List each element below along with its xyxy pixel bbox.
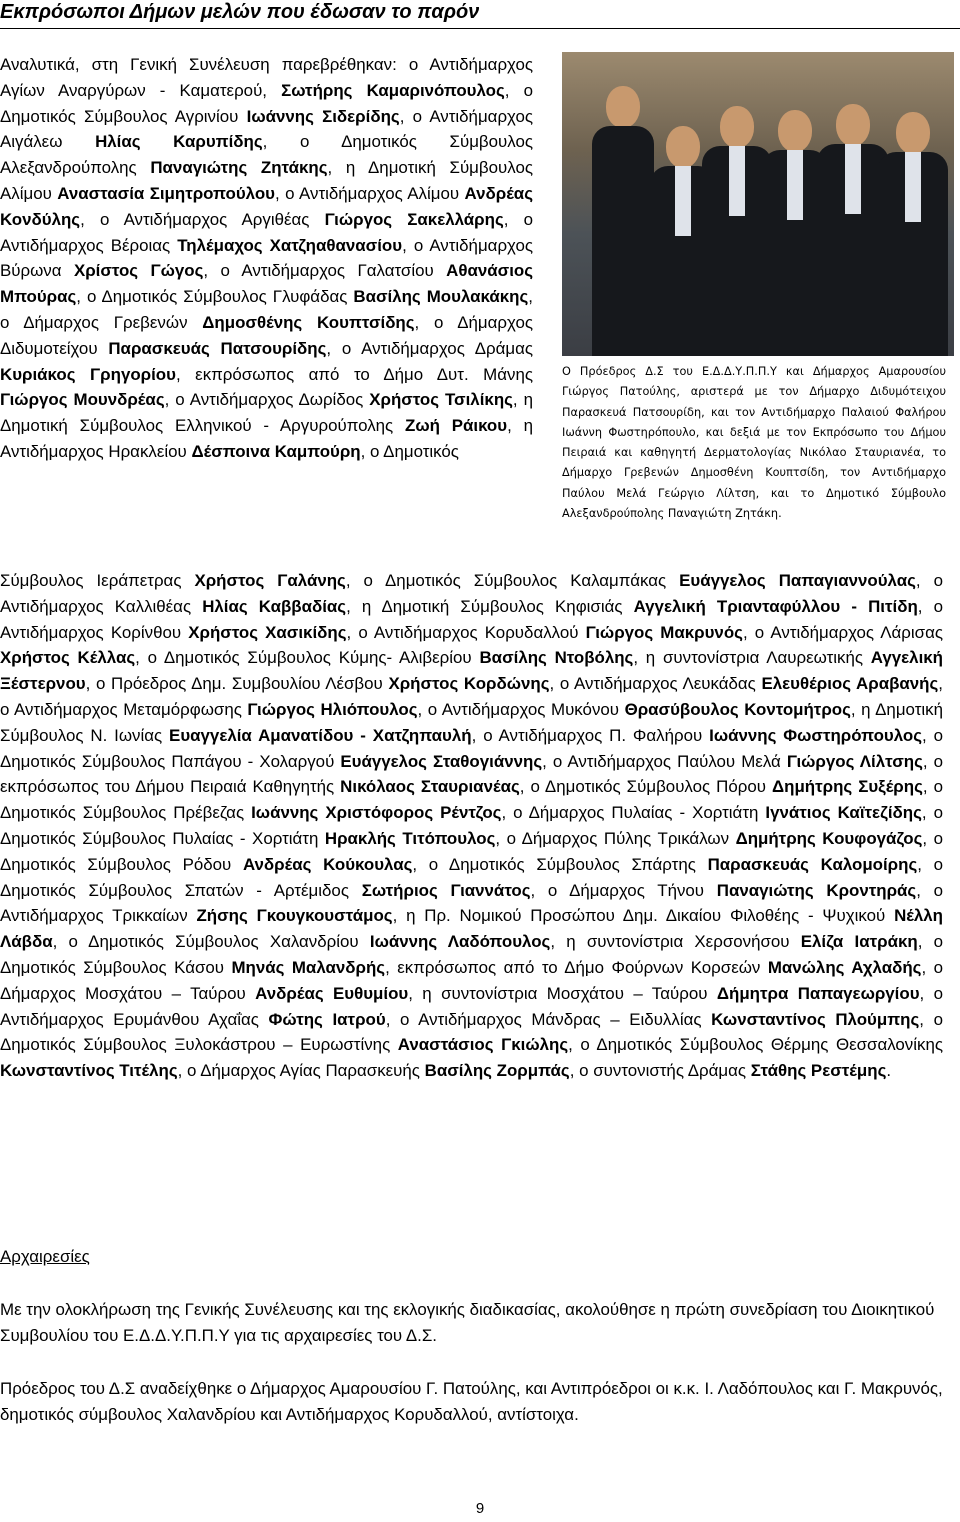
person-name: Ζωή Ράικου [405,416,508,436]
text-run: Αναλυτικά, στη Γενική Συνέλευση παρεβρέθηκαν: ο Αντιδήμαρχος Αγίων Αναργύρων - Καματερού, [0,55,533,100]
text-run: , ο Πρόεδρος Δημ. Συμβουλίου Λέσβου [85,674,389,694]
person-name: Γιώργος Ηλιόπουλος [247,699,418,719]
person-name: Φώτης Ιατρού [268,1009,386,1029]
text-run: Σύμβουλος Ιεράπετρας [0,571,195,590]
person-name: Ευάγγελος Σταθογιάννης [340,751,543,771]
person-name: Χρίστος Γώγος [73,261,204,281]
text-run: , ο Αντιδήμαρχος Τρικκαίων [0,880,944,926]
person-name: Γιώργος Μουνδρέας [0,390,165,410]
text-run: , η συντονίστρια Μοσχάτου – Ταύρου [408,983,717,1003]
person-name: Ηλίας Καρυπίδης [95,132,263,152]
person-name: Δημήτρης Συξέρης [772,777,923,797]
person-name: Δέσποινα Καμπούρη [191,441,361,461]
person-name: Αναστάσιος Γκιώλης [397,1035,569,1055]
photo-person [592,86,654,356]
attendees-paragraph [0,568,943,1084]
text-run: , ο Δημοτικός Σύμβουλος Κύμης- Αλιβερίου [135,648,480,668]
person-name: Ελευθέριος Αραβανής [761,674,939,694]
person-name: Γιώργος Λίλτσης [786,751,923,771]
elections-paragraph: Με την ολοκλήρωση της Γενικής Συνέλευσης και της εκλογικής διαδικασίας, ακολούθησε η πρώτη συνεδρίαση του Διοικητικού Συμβουλίου του Ε.Δ.Δ.Υ.Π.Π.Υ για τις αρχαιρεσίες του Δ.Σ. [0,1300,935,1345]
text-run: , ο Δημοτικός Σύμβουλος Παπάγου - Χολαργού [0,725,943,771]
person-name: Βασίλης Ζορμπάς [424,1061,570,1081]
person-name: Στάθης Ρεστέμης [750,1061,887,1081]
text-run: , ο Δημοτικός Σύμβουλος Πόρου [519,777,772,797]
text-run: , ο Δημοτικός Σύμβουλος Θέρμης Θεσσαλονίκης [568,1035,943,1055]
person-name: Δήμητρα Παπαγεωργίου [716,983,920,1003]
text-run: , ο Αντιδήμαρχος Λάρισας [742,622,943,642]
person-name: Ζήσης Γκουγκουστάμος [196,906,393,926]
text-run: , ο Αντιδήμαρχος Αργιθέας [80,209,325,229]
person-name: Χρήστος Γαλάνης [194,571,346,590]
text-run: , ο Αντιδήμαρχος Αλίμου [274,183,465,203]
text-run: , ο συντονιστής Δράμας [569,1061,751,1081]
person-name: Ελίζα Ιατράκη [800,932,918,952]
person-name: Παρασκευάς Καλομοίρης [707,854,918,874]
text-run: , η Δημοτική Σύμβουλος Αλίμου [0,158,533,203]
text-run: , ο Αντιδήμαρχος Λευκάδας [549,674,762,694]
person-name: Νέλλη Λάβδα [0,906,944,952]
person-name: Παναγιώτης Ζητάκης [150,158,328,178]
group-photo [562,52,954,356]
person-name: Θρασύβουλος Κοντομήτρος [624,699,851,719]
text-run: , ο Δημοτικός Σύμβουλος Αλεξανδρούπολης [0,132,533,178]
person-name: Ηρακλής Τιτόπουλος [324,828,496,848]
text-run: , ο Δημοτικός Σύμβουλος Αγρινίου [0,80,533,126]
text-run: , ο Δήμαρχος Γρεβενών [0,287,533,332]
text-run: , ο Δημοτικός Σύμβουλος Γλυφάδας [76,287,354,307]
text-run: , ο Δημοτικός Σύμβουλος Ξυλοκάστρου – Ευρωστίνης [0,1009,943,1055]
person-name: Μανώλης Αχλαδής [767,957,922,977]
text-run: , ο Δήμαρχος Πυλαίας - Χορτιάτη [501,803,766,823]
section-title: Αρχαιρεσίες [0,1247,90,1266]
text-run: , εκπρόσωπος από το Δήμο Φούρνων Κορσεών [385,957,768,977]
text-run: , εκπρόσωπος από το Δήμο Δυτ. Μάνης [175,364,533,384]
text-run: , ο Αντιδήμαρχος Παύλου Μελά [542,751,787,771]
person-name: Ευάγγελος Παπαγιαννούλας [679,571,916,590]
person-name: Παρασκευάς Πατσουρίδης [108,338,327,358]
page-number: 9 [475,1500,485,1517]
person-name: Ευαγγελία Αμανατίδου - Χατζηπαυλή [169,725,472,745]
person-name: Βασίλης Ντοβόλης [479,648,634,668]
photo-person [878,112,948,356]
person-name: Ανδρέας Κονδύλης [0,183,533,229]
person-name: Σωτήριος Γιαννάτος [361,880,531,900]
text-run: , ο Δημοτικός Σύμβουλος Χαλανδρίου [52,932,370,952]
text-run: , ο Δημοτικός Σύμβουλος Καλαμπάκας [345,571,680,590]
text-run: , ο Δήμαρχος Μοσχάτου – Ταύρου [0,957,943,1003]
person-name: Κωνσταντίνος Πλούμπης [711,1009,920,1029]
person-name: Δημοσθένης Κουπτσίδης [202,312,415,332]
text-run: , ο Αντιδήμαρχος Μάνδρας – Ειδυλλίας [385,1009,712,1029]
text-run: , ο Δημοτικός Σύμβουλος Ρόδου [0,828,943,874]
text-run: , ο Δημοτικός Σύμβουλος Κάσου [0,932,944,977]
person-name: Αθανάσιος Μπούρας [0,261,534,307]
person-name: Παναγιώτης Κροντηράς [716,880,917,900]
page-heading: Εκπρόσωποι Δήμων μελών που έδωσαν το παρόν [0,0,960,29]
person-name: Ανδρέας Κούκουλας [242,854,413,874]
text-run: , η Δημοτική Σύμβουλος Κηφισιάς [346,596,634,616]
text-run: , ο Αντιδήμαρχος Π. Φαλήρου [471,725,710,745]
person-name: Ιωάννης Λαδόπουλος [369,932,551,952]
text-run: , ο Αντιδήμαρχος Μεταμόρφωσης [0,674,943,719]
text-run: , ο Δημοτικός [360,441,459,461]
text-run: , η Δημοτική Σύμβουλος Ν. Ιωνίας [0,699,943,745]
person-name: Αγγελική Τριανταφύλλου - Πιτίδη [633,596,918,616]
person-name: Ηλίας Καββαδίας [202,596,347,616]
text-run: , ο Αντιδήμαρχος Βέροιας [0,209,533,255]
text-run: , ο Δήμαρχος Διδυμοτείχου [0,312,533,358]
text-run: . [886,1061,892,1081]
text-run: , η συντονίστρια Λαυρεωτικής [633,648,871,668]
text-run: , η συντονίστρια Χερσονήσου [550,932,801,952]
person-name: Σωτήρης Καμαρινόπουλος [281,80,505,100]
text-run: , ο Αντιδήμαρχος Αιγάλεω [0,106,533,152]
text-run: , η Αντιδήμαρχος Ηρακλείου [0,416,533,461]
person-name: Βασίλης Μουλακάκης [353,287,529,307]
text-run: , ο εκπρόσωπος του Δήμου Πειραιά Καθηγητής [0,751,944,797]
text-run: , η Πρ. Νομικού Προσώπου Δημ. Δικαίου Φιλοθέης - Ψυχικού [392,906,895,926]
intro-paragraph [0,52,533,465]
person-name: Αγγελική Ξέστερνου [0,648,943,694]
person-name: Γιώργος Σακελλάρης [324,209,504,229]
person-name: Νικόλαος Σταυριανέας [340,777,520,797]
text-run: , ο Αντιδήμαρχος Δωρίδος [164,390,370,410]
text-run: , ο Αντιδήμαρχος Μυκόνου [417,699,625,719]
person-name: Τηλέμαχος Χατζηαθανασίου [177,235,403,255]
person-name: Χρήστος Τσιλίκης [369,390,513,410]
person-name: Ανδρέας Ευθυμίου [255,983,409,1003]
text-run: , ο Δήμαρχος Πύλης Τρικάλων [495,828,736,848]
text-run: , ο Δήμαρχος Τήνου [530,880,717,900]
person-name: Χρήστος Κέλλας [0,648,136,668]
person-name: Κωνσταντίνος Τιτέλης [0,1061,178,1081]
text-run: , ο Δημοτικός Σύμβουλος Πυλαίας - Χορτιάτη [0,803,943,848]
person-name: Χρήστος Χασικίδης [188,622,347,642]
person-name: Ιωάννης Σιδερίδης [246,106,400,126]
text-run: , ο Αντιδήμαρχος Καλλιθέας [0,571,944,616]
text-run: , ο Δημοτικός Σύμβουλος Σπάρτης [412,854,708,874]
person-name: Δημήτρης Κουφογάζος [735,828,923,848]
text-run: , ο Αντιδήμαρχος Γαλατσίου [203,261,447,281]
text-run: , ο Δήμαρχος Αγίας Παρασκευής [177,1061,425,1081]
text-run: , ο Αντιδήμαρχος Κορίνθου [0,596,944,642]
person-name: Ιωάννης Φωστηρόπουλος [709,725,923,745]
person-name: Ιωάννης Χριστόφορος Ρέντζος [251,803,502,823]
person-name: Μηνάς Μαλανδρής [231,957,386,977]
text-run: , ο Αντιδήμαρχος Δράμας [326,338,533,358]
person-name: Ιγνάτιος Καϊτεζίδης [765,803,922,823]
person-name: Χρήστος Κορδώνης [388,674,550,694]
text-run: , ο Δημοτικός Σύμβουλος Πρέβεζας [0,777,943,823]
photo-caption: Ο Πρόεδρος Δ.Σ του Ε.Δ.Δ.Υ.Π.Π.Υ και Δήμαρχος Αμαρουσίου Γιώργος Πατούλης, αριστερά με τον Δήμαρχο Διδυμότειχου Παρασκευά Πατσουρίδη, και τον Αντιδήμαρχο Παλαιού Φαλήρου Ιωάννη Φωστηρόπουλο, και δεξιά με τον Εκπρόσωπο του Δήμου Πειραιά και καθηγητή Δερματολογίας Νικόλαο Σταυριανέα, το Δήμαρχο Γρεβενών Δημοσθένη Κουπτσίδη, τον Αντιδήμαρχο Παύλου Μελά Γεώργιο Λίλτση, και το Δημοτικό Σύμβουλο Αλεξανδρούπολης Παναγιώτη Ζητάκη. [562,365,946,521]
text-run: , ο Αντιδήμαρχος Κορυδαλλού [346,622,586,642]
board-paragraph: Πρόεδρος του Δ.Σ αναδείχθηκε ο Δήμαρχος Αμαρουσίου Γ. Πατούλης, και Αντιπρόεδροι οι κ.κ. Ι. Λαδόπουλος και Γ. Μακρυνός, δημοτικός σύμβουλος Χαλανδρίου και Αντιδήμαρχος Κορυδαλλού, αντίστοιχα. [0,1379,943,1424]
text-run: , η Δημοτική Σύμβουλος Ελληνικού - Αργυρούπολης [0,390,534,436]
text-run: , ο Αντιδήμαρχος Βύρωνα [0,235,533,281]
text-run: , ο Αντιδήμαρχος Ερυμάνθου Αχαΐας [0,983,943,1029]
person-name: Κυριάκος Γρηγορίου [0,364,176,384]
person-name: Αναστασία Σιμητροπούλου [57,183,275,203]
person-name: Γιώργος Μακρυνός [585,622,743,642]
text-run: , ο Δημοτικός Σύμβουλος Σπατών - Αρτέμιδος [0,854,943,900]
